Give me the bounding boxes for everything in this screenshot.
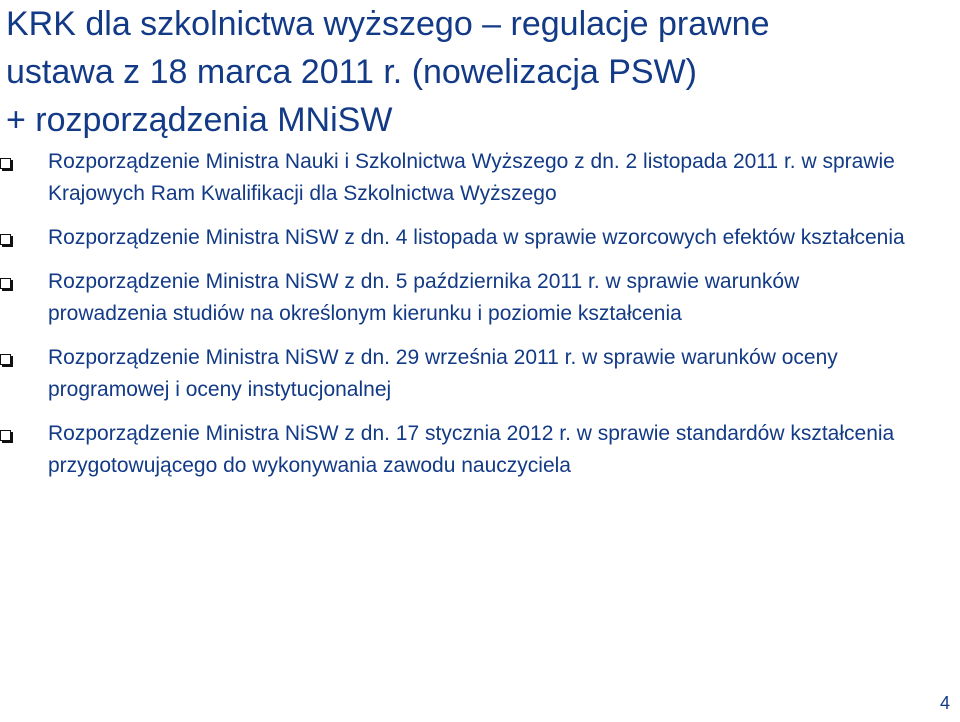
list-item-text: Rozporządzenie Ministra NiSW z dn. 29 września 2011 r. w sprawie warunków oceny programowej i oceny instytucjonalnej — [48, 346, 838, 401]
checkbox-square-icon — [0, 158, 11, 169]
checkbox-square-icon — [0, 354, 11, 365]
checkbox-square-icon — [0, 234, 11, 245]
list-item-text: Rozporządzenie Ministra NiSW z dn. 5 października 2011 r. w sprawie warunków prowadzenia studiów na określonym kierunku i poziomie kształcenia — [48, 270, 800, 325]
list-item — [0, 266, 908, 330]
page-number: 4 — [939, 693, 950, 713]
checkbox-square-icon — [0, 278, 11, 289]
list-item — [0, 342, 908, 406]
list-item-text: Rozporządzenie Ministra Nauki i Szkolnictwa Wyższego z dn. 2 listopada 2011 r. w sprawie Krajowych Ram Kwalifikacji dla Szkolnictwa Wyższego — [48, 150, 895, 205]
list-item-text: Rozporządzenie Ministra NiSW z dn. 17 stycznia 2012 r. w sprawie standardów kształcenia przygotowującego do wykonywania zawodu nauczyciela — [48, 422, 895, 477]
title-line: + rozporządzenia MNiSW — [6, 101, 393, 139]
title-line: ustawa z 18 marca 2011 r. (nowelizacja PSW) — [6, 53, 697, 91]
list-item — [0, 418, 908, 482]
list-item-text: Rozporządzenie Ministra NiSW z dn. 4 listopada w sprawie wzorcowych efektów kształcenia — [48, 226, 905, 249]
regulation-list — [0, 146, 960, 494]
checkbox-square-icon — [0, 430, 11, 441]
list-item — [0, 222, 908, 254]
list-item — [0, 146, 908, 210]
title-line: KRK dla szkolnictwa wyższego – regulacje prawne — [6, 5, 770, 43]
slide-title — [6, 0, 956, 144]
